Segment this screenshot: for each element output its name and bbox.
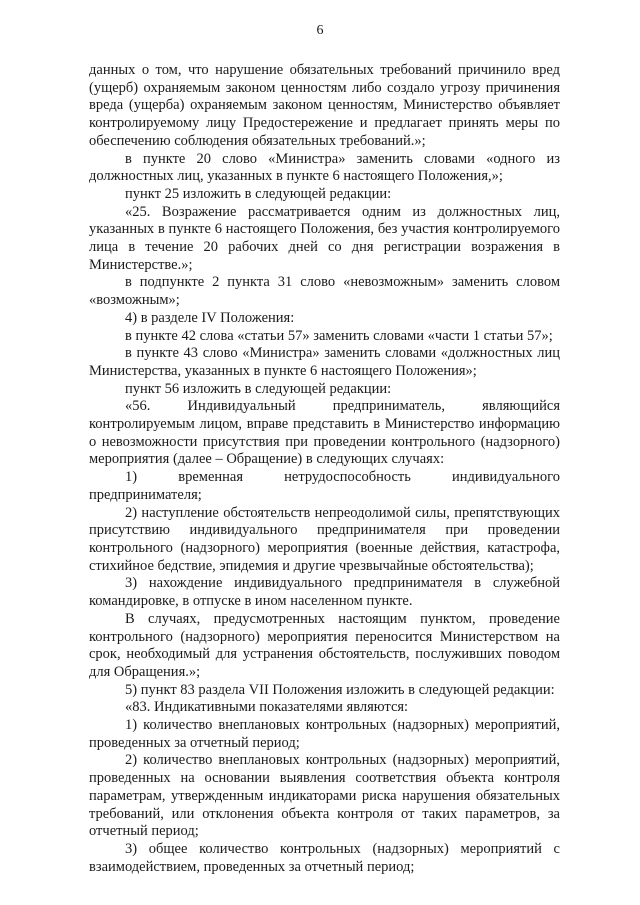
paragraph-list-item: 3) общее количество контрольных (надзорных) мероприятий с взаимодействием, проведенных за отчетный период; [89,840,560,875]
paragraph-continuation: данных о том, что нарушение обязательных требований причинило вред (ущерб) охраняемым законом ценностям либо создало угрозу причинения вреда (ущерба) охраняемым законом ценностям, Министерство объявляет контролируемому лицу Предостережение и предлагает принять меры по обеспечению соблюдения обязательных требований.»; [89,62,560,149]
page-number: 6 [316,23,324,38]
paragraph-item-25-text: «25. Возражение рассматривается одним из должностных лиц, указанных в пункте 6 настоящего Положения, без участия контролируемого лица в течение 20 рабочих дней со дня регистрации возражения в Министерстве.»; [89,203,560,273]
paragraph-item-31: в подпункте 2 пункта 31 слово «невозможным» заменить словом «возможным»; [89,274,560,309]
paragraph-item-43: в пункте 43 слово «Министра» заменить словами «должностных лиц Министерства, указанных в пункте 6 настоящего Положения»; [89,345,560,379]
paragraph-list-item: 2) количество внеплановых контрольных (надзорных) мероприятий, проведенных на основании выявления соответствия объекта контроля параметрам, утвержденным индикаторами риска нарушения обязательных требований, или отклонения объекта контроля от таких параметров, за отчетный период; [89,752,560,840]
paragraph-item-83-text: «83. Индикативными показателями являются: [125,699,409,716]
paragraph-item-25-intro: пункт 25 изложить в следующей редакции: [125,185,392,202]
paragraph-item-20: в пункте 20 слово «Министра» заменить словами «одного из должностных лиц, указанных в пункте 6 настоящего Положения,»; [89,150,560,185]
paragraph-list-item: 1) количество внеплановых контрольных (надзорных) мероприятий, проведенных за отчетный период; [89,717,560,751]
paragraph-list-item: 1) временная нетрудоспособность индивидуального предпринимателя; [89,469,560,503]
paragraph-item-42: в пункте 42 слова «статьи 57» заменить словами «части 1 статьи 57»; [125,327,553,344]
paragraph-postponement: В случаях, предусмотренных настоящим пунктом, проведение контрольного (надзорного) мероприятия переносится Министерством на срок, необходимый для устранения обстоятельств, послуживших поводом для Обращения.»; [89,610,560,680]
paragraph-section-iv: 4) в разделе IV Положения: [125,309,295,326]
paragraph-list-item: 2) наступление обстоятельств непреодолимой силы, препятствующих присутствию индивидуального предпринимателя при проведении контрольного (надзорного) мероприятия (военные действия, катастрофа, стихийное бедствие, эпидемия и другие чрезвычайные обстоятельства); [89,504,560,574]
paragraph-item-56-text: «56. Индивидуальный предприниматель, являющийся контролируемым лицом, вправе представить в Министерство информацию о невозможности присутствия при проведении контрольного (надзорного) мероприятия (далее – Обращение) в следующих случаях: [89,398,560,468]
paragraph-item-56-intro: пункт 56 изложить в следующей редакции: [125,380,392,397]
paragraph-item-83-intro: 5) пункт 83 раздела VII Положения изложить в следующей редакции: [125,681,555,698]
document-body [89,62,560,876]
paragraph-list-item: 3) нахождение индивидуального предпринимателя в служебной командировке, в отпуске в ином населенном пункте. [89,575,560,610]
